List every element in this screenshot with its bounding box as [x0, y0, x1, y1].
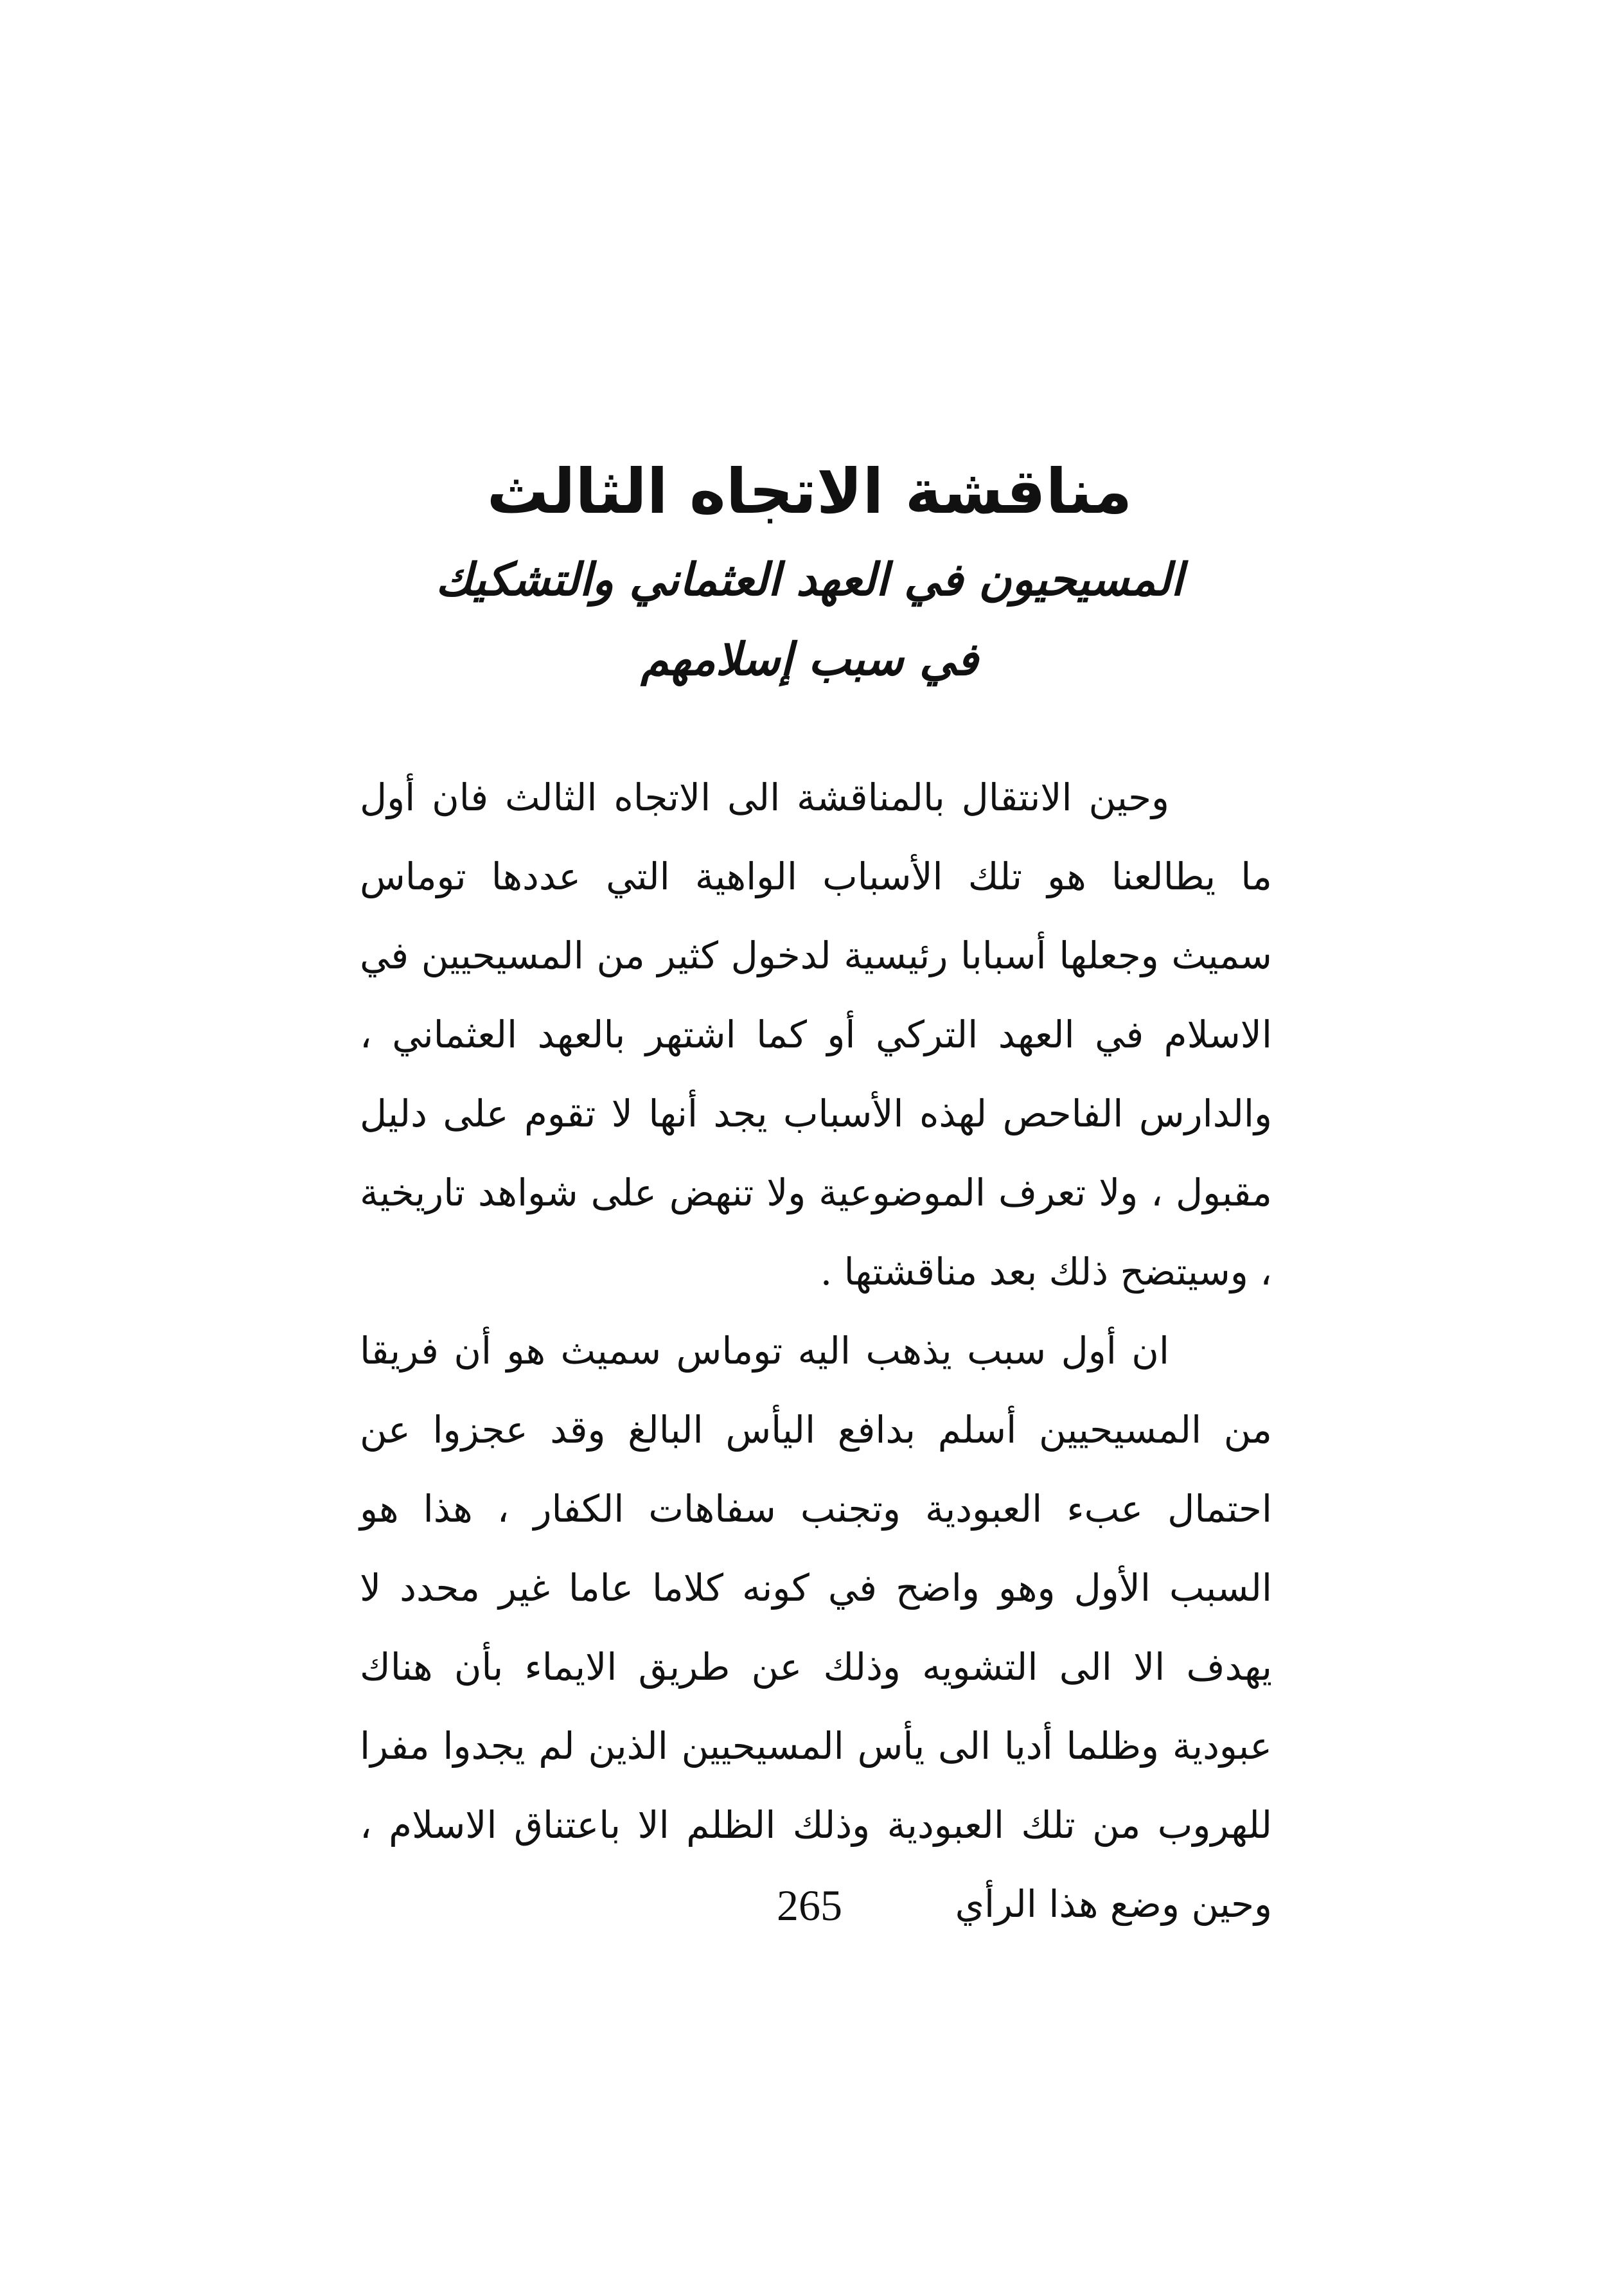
chapter-subtitle-line-1: المسيحيون في العهد العثماني والتشكيك — [436, 553, 1183, 606]
page-number: 265 — [777, 1881, 842, 1930]
body-text — [360, 758, 1272, 1944]
paragraph-2: ان أول سبب يذهب اليه توماس سميث هو أن فريقا من المسيحيين أسلم بدافع اليأس البالغ وقد عجزوا عن احتمال عبء العبودية وتجنب سفاهات الكفار ، هذا هو السبب الأول وهو واضح في كونه كلاما عاما غير محدد لا يهدف الا الى التشويه وذلك عن طريق الايماء بأن هناك عبودية وظلما أديا الى يأس المسيحيين الذين لم يجدوا مفرا للهروب من تلك العبودية وذلك الظلم الا باعتناق الاسلام ، وحين وضع هذا الرأي — [360, 1329, 1272, 1926]
chapter-heading-block — [360, 443, 1259, 699]
chapter-subtitle-line-2: في سبب إسلامهم — [641, 632, 978, 686]
chapter-title: مناقشة الاتجاه الثالث — [486, 456, 1133, 528]
paragraph-1: وحين الانتقال بالمناقشة الى الاتجاه الثالث فان أول ما يطالعنا هو تلك الأسباب الواهية التي عددها توماس سميث وجعلها أسبابا رئيسية لدخول كثير من المسيحيين في الاسلام في العهد التركي أو كما اشتهر بالعهد العثماني ، والدارس الفاحص لهذه الأسباب يجد أنها لا تقوم على دليل مقبول ، ولا تعرف الموضوعية ولا تنهض على شواهد تاريخية ، وسيتضح ذلك بعد مناقشتها . — [360, 776, 1272, 1294]
